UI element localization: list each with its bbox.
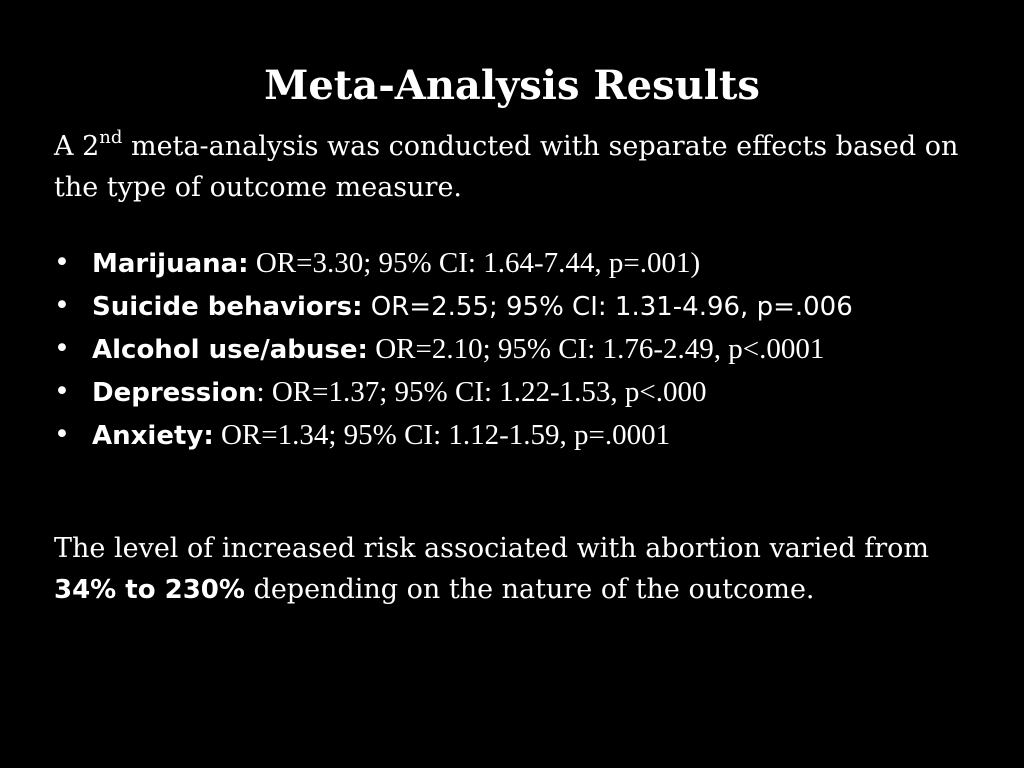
list-item-depression bbox=[54, 377, 984, 408]
bullet-icon: • bbox=[54, 333, 70, 364]
intro-superscript: nd bbox=[99, 127, 123, 148]
bullet-label: Depression bbox=[92, 378, 257, 408]
intro-text-after: meta-analysis was conducted with separate effects based on the type of outcome measure. bbox=[54, 131, 959, 203]
conclusion-text-after: depending on the nature of the outcome. bbox=[244, 574, 815, 605]
bullet-icon: • bbox=[54, 419, 70, 450]
bullet-icon: • bbox=[54, 247, 70, 278]
bullet-value: OR=1.34; 95% CI: 1.12-1.59, p=.0001 bbox=[213, 419, 671, 451]
bullet-label: Suicide behaviors: bbox=[92, 292, 363, 322]
conclusion-emphasis: 34% to 230% bbox=[54, 575, 245, 605]
conclusion-paragraph bbox=[54, 528, 984, 611]
bullet-label: Marijuana: bbox=[92, 249, 249, 279]
list-item-alcohol bbox=[54, 334, 984, 365]
slide-title: Meta-Analysis Results bbox=[264, 62, 760, 109]
list-item-suicide-behaviors bbox=[54, 291, 984, 322]
bullet-icon: • bbox=[54, 290, 70, 321]
list-item-anxiety bbox=[54, 420, 984, 451]
bullet-value: OR=2.55; 95% CI: 1.31-4.96, p=.006 bbox=[362, 292, 853, 322]
bullet-value: OR=2.10; 95% CI: 1.76-2.49, p<.0001 bbox=[367, 333, 825, 365]
bullet-icon: • bbox=[54, 376, 70, 407]
bullet-value: OR=3.30; 95% CI: 1.64-7.44, p=.001) bbox=[248, 247, 701, 279]
bullet-label: Anxiety: bbox=[92, 421, 214, 451]
intro-text-before: A 2 bbox=[54, 131, 100, 162]
conclusion-text-before: The level of increased risk associated with abortion varied from bbox=[54, 533, 929, 564]
bullet-value: : OR=1.37; 95% CI: 1.22-1.53, p<.000 bbox=[256, 376, 707, 408]
bullet-label: Alcohol use/abuse: bbox=[92, 335, 368, 365]
results-list bbox=[54, 248, 984, 463]
intro-paragraph bbox=[54, 126, 984, 208]
list-item-marijuana bbox=[54, 248, 984, 279]
